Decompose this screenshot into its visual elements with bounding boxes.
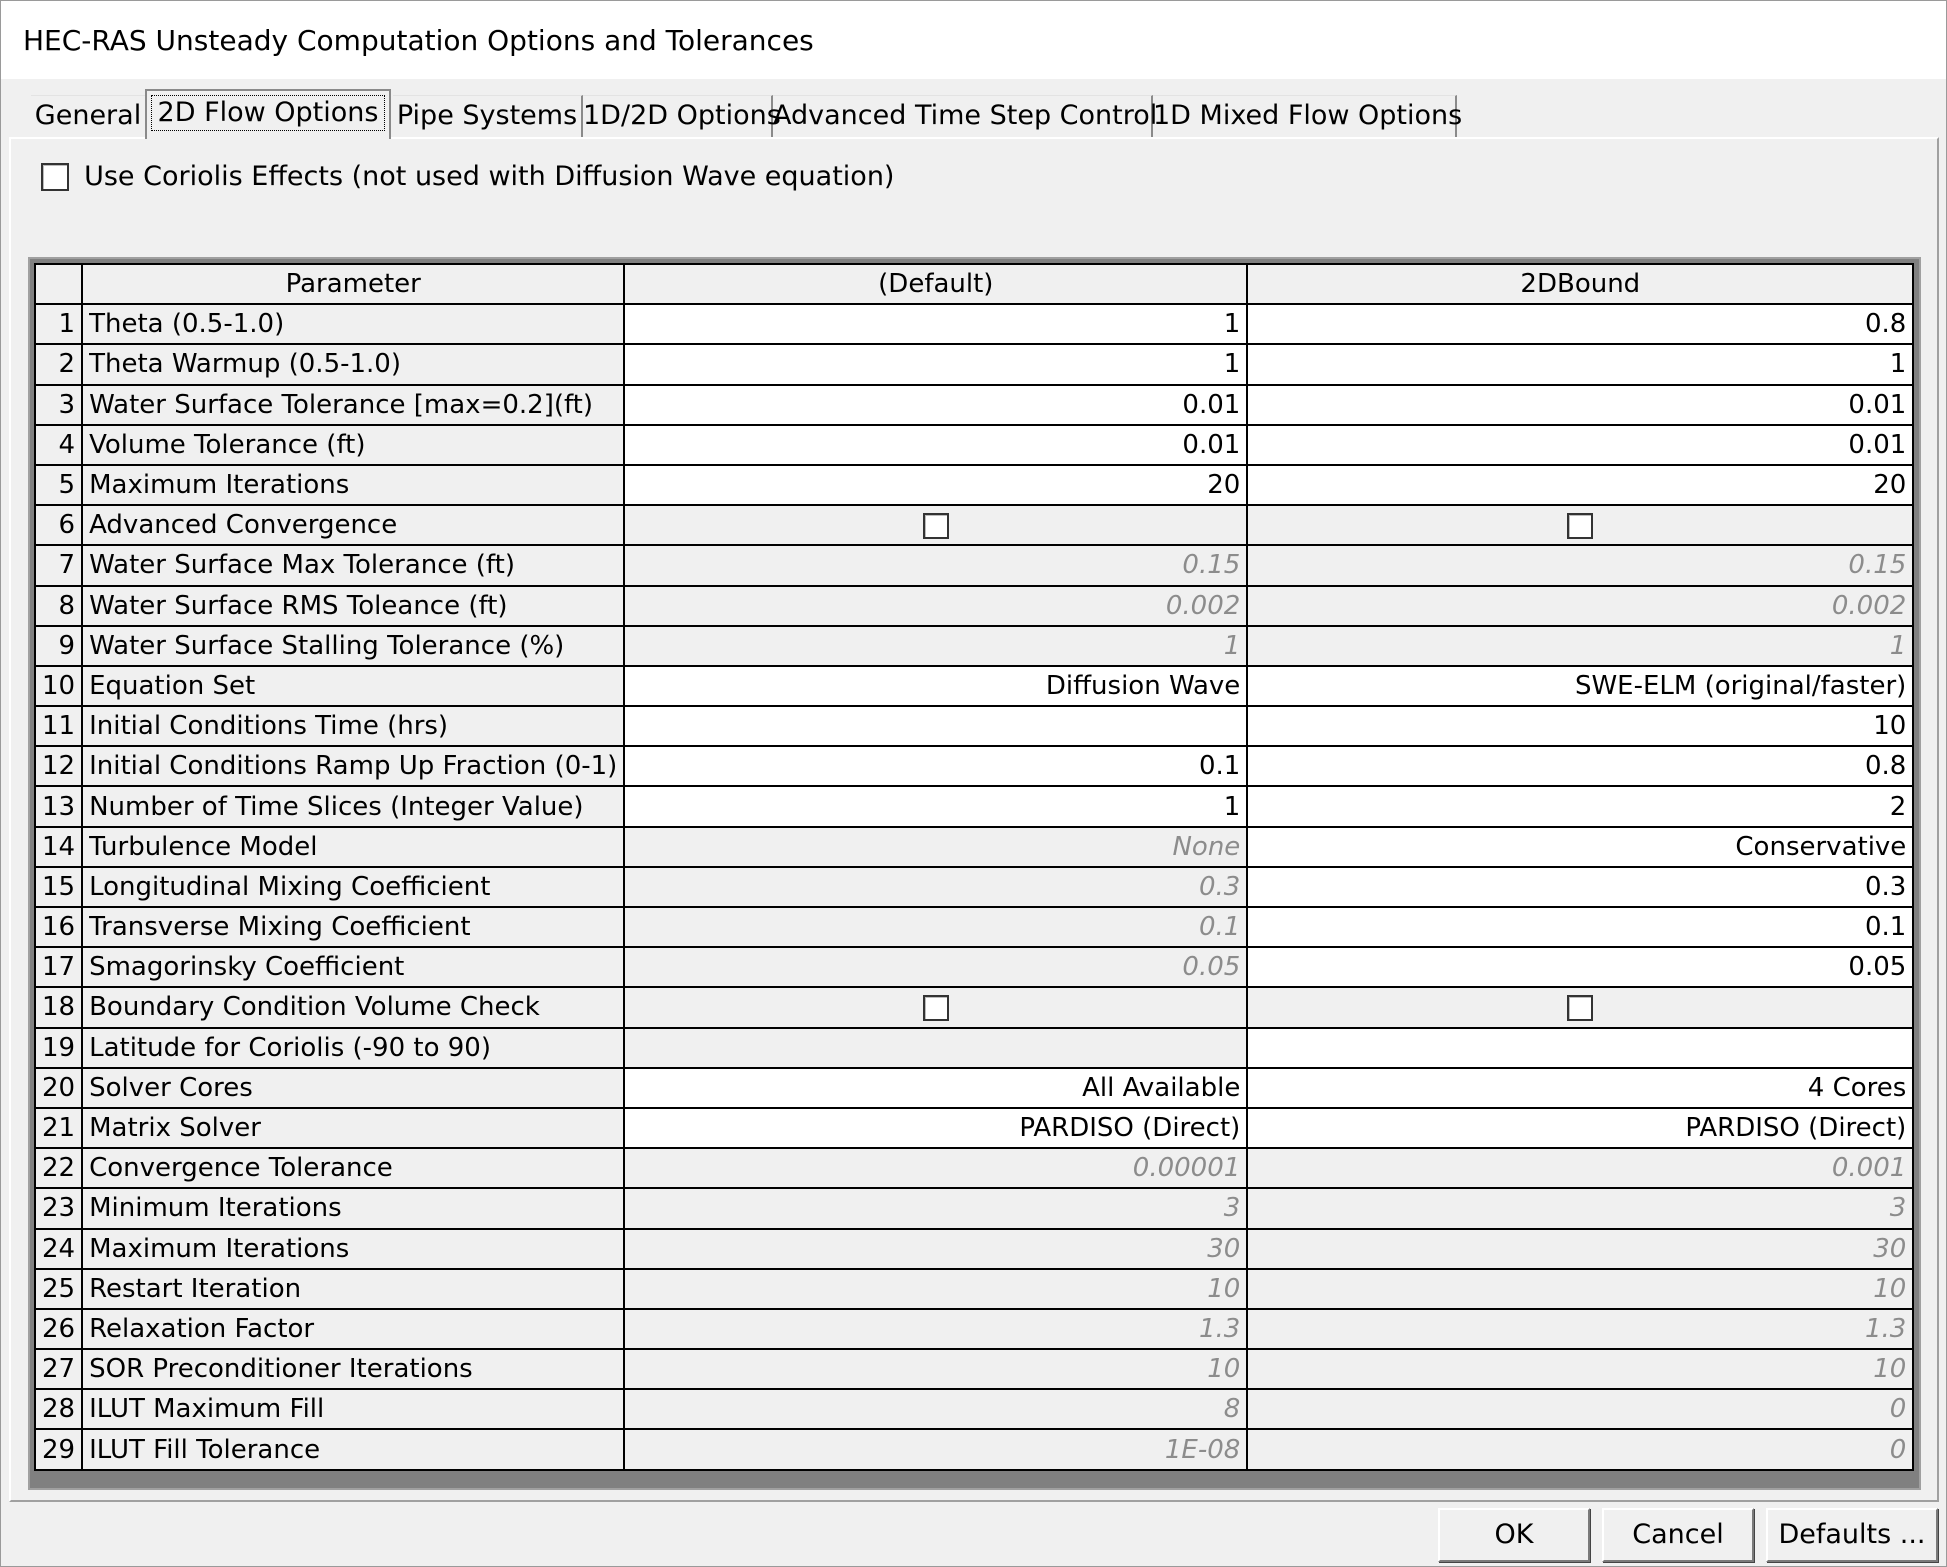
default-value-cell[interactable]: Diffusion Wave (624, 666, 1247, 706)
2dbound-value-checkbox[interactable] (1567, 513, 1593, 539)
default-value-cell: 0.15 (624, 545, 1247, 585)
2dbound-value-cell[interactable]: 20 (1247, 465, 1913, 505)
defaults-button[interactable]: Defaults ... (1766, 1508, 1938, 1562)
parameter-name-cell: Transverse Mixing Coefficient (82, 907, 624, 947)
table-row (35, 1269, 1913, 1309)
column-header-2dbound[interactable]: 2DBound (1247, 264, 1913, 304)
default-value-cell: 1.3 (624, 1309, 1247, 1349)
row-number[interactable]: 14 (35, 827, 82, 867)
row-number[interactable]: 7 (35, 545, 82, 585)
parameter-name-cell: Turbulence Model (82, 827, 624, 867)
row-number[interactable]: 11 (35, 706, 82, 746)
default-value-cell: 0.1 (624, 907, 1247, 947)
tab-1d-2d-options[interactable]: 1D/2D Options (583, 95, 773, 137)
ok-button[interactable]: OK (1438, 1508, 1590, 1562)
table-row (35, 1229, 1913, 1269)
row-number[interactable]: 17 (35, 947, 82, 987)
default-value-cell: 0.002 (624, 586, 1247, 626)
coriolis-label: Use Coriolis Effects (not used with Diffusion Wave equation) (84, 161, 895, 192)
2dbound-value-cell[interactable]: 0.1 (1247, 907, 1913, 947)
parameter-name-cell: Maximum Iterations (82, 1229, 624, 1269)
row-number[interactable]: 28 (35, 1389, 82, 1429)
row-number[interactable]: 6 (35, 505, 82, 545)
table-row (35, 827, 1913, 867)
default-value-cell: None (624, 827, 1247, 867)
tab-pipe-systems[interactable]: Pipe Systems (393, 95, 583, 137)
tab-advanced-time-step-control[interactable]: Advanced Time Step Control (773, 95, 1153, 137)
row-number[interactable]: 12 (35, 746, 82, 786)
row-number-header (35, 264, 82, 304)
default-value-cell: 3 (624, 1188, 1247, 1228)
default-value-cell: 10 (624, 1269, 1247, 1309)
row-number[interactable]: 21 (35, 1108, 82, 1148)
2dbound-value-checkbox[interactable] (1567, 995, 1593, 1021)
row-number[interactable]: 18 (35, 987, 82, 1027)
default-value-cell: 30 (624, 1229, 1247, 1269)
2dbound-value-cell[interactable]: 0.01 (1247, 385, 1913, 425)
parameter-name-cell: Water Surface Stalling Tolerance (%) (82, 626, 624, 666)
row-number[interactable]: 9 (35, 626, 82, 666)
2dbound-value-cell: 1.3 (1247, 1309, 1913, 1349)
parameter-name-cell: Water Surface RMS Toleance (ft) (82, 586, 624, 626)
table-header-row (35, 264, 1913, 304)
table-row (35, 1429, 1913, 1469)
2dbound-value-cell: 0 (1247, 1389, 1913, 1429)
row-number[interactable]: 8 (35, 586, 82, 626)
table-row (35, 1028, 1913, 1068)
2dbound-value-cell[interactable]: SWE-ELM (original/faster) (1247, 666, 1913, 706)
column-header-parameter[interactable]: Parameter (82, 264, 624, 304)
cancel-button[interactable]: Cancel (1602, 1508, 1754, 1562)
default-value-cell: 0.00001 (624, 1148, 1247, 1188)
table-row (35, 626, 1913, 666)
2dbound-value-cell[interactable]: Conservative (1247, 827, 1913, 867)
default-value-cell[interactable]: 1 (624, 344, 1247, 384)
parameter-name-cell: Solver Cores (82, 1068, 624, 1108)
coriolis-checkbox[interactable] (41, 163, 69, 191)
2dbound-value-cell[interactable] (1247, 1028, 1913, 1068)
table-body (35, 304, 1913, 1469)
row-number[interactable]: 4 (35, 425, 82, 465)
row-number[interactable]: 2 (35, 344, 82, 384)
parameter-name-cell: Number of Time Slices (Integer Value) (82, 786, 624, 826)
default-value-cell[interactable]: 0.1 (624, 746, 1247, 786)
parameter-name-cell: Relaxation Factor (82, 1309, 624, 1349)
2dbound-value-cell: 10 (1247, 1349, 1913, 1389)
parameter-name-cell: Boundary Condition Volume Check (82, 987, 624, 1027)
2dbound-value-cell (1247, 987, 1913, 1027)
column-header-default[interactable]: (Default) (624, 264, 1247, 304)
parameter-name-cell: Restart Iteration (82, 1269, 624, 1309)
parameter-name-cell: Maximum Iterations (82, 465, 624, 505)
2dbound-value-cell[interactable]: 2 (1247, 786, 1913, 826)
2dbound-value-cell: 0.15 (1247, 545, 1913, 585)
table-row (35, 1148, 1913, 1188)
parameter-grid[interactable] (28, 257, 1921, 1490)
row-number[interactable]: 23 (35, 1188, 82, 1228)
parameter-name-cell: Initial Conditions Time (hrs) (82, 706, 624, 746)
table-row (35, 425, 1913, 465)
row-number[interactable]: 29 (35, 1429, 82, 1469)
row-number[interactable]: 5 (35, 465, 82, 505)
2dbound-value-cell (1247, 505, 1913, 545)
row-number[interactable]: 10 (35, 666, 82, 706)
default-value-cell (624, 1028, 1247, 1068)
parameter-name-cell: ILUT Fill Tolerance (82, 1429, 624, 1469)
row-number[interactable]: 22 (35, 1148, 82, 1188)
default-value-checkbox[interactable] (923, 995, 949, 1021)
row-number[interactable]: 16 (35, 907, 82, 947)
default-value-cell[interactable] (624, 706, 1247, 746)
2dbound-value-cell: 0.001 (1247, 1148, 1913, 1188)
row-number[interactable]: 26 (35, 1309, 82, 1349)
table-row (35, 907, 1913, 947)
table-row (35, 545, 1913, 585)
parameter-name-cell: Equation Set (82, 666, 624, 706)
default-value-cell[interactable]: PARDISO (Direct) (624, 1108, 1247, 1148)
2dbound-value-cell[interactable]: PARDISO (Direct) (1247, 1108, 1913, 1148)
parameter-name-cell: SOR Preconditioner Iterations (82, 1349, 624, 1389)
2dbound-value-cell[interactable]: 1 (1247, 344, 1913, 384)
parameter-name-cell: Theta Warmup (0.5-1.0) (82, 344, 624, 384)
parameter-name-cell: Longitudinal Mixing Coefficient (82, 867, 624, 907)
table-row (35, 344, 1913, 384)
2dbound-value-cell[interactable]: 10 (1247, 706, 1913, 746)
default-value-cell: 0.3 (624, 867, 1247, 907)
tab-1d-mixed-flow-options[interactable]: 1D Mixed Flow Options (1153, 95, 1457, 137)
2dbound-value-cell[interactable]: 0.01 (1247, 425, 1913, 465)
2dbound-value-cell: 1 (1247, 626, 1913, 666)
default-value-cell (624, 505, 1247, 545)
2dbound-value-cell: 0.002 (1247, 586, 1913, 626)
tab-2d-flow-options-label: 2D Flow Options (151, 95, 386, 131)
parameter-name-cell: Convergence Tolerance (82, 1148, 624, 1188)
table-row (35, 867, 1913, 907)
tab-panel-2d-flow-options (9, 137, 1939, 1502)
title-bar (1, 1, 1946, 79)
row-number[interactable]: 20 (35, 1068, 82, 1108)
parameter-name-cell: ILUT Maximum Fill (82, 1389, 624, 1429)
table-row (35, 1309, 1913, 1349)
table-row (35, 465, 1913, 505)
default-value-checkbox[interactable] (923, 513, 949, 539)
table-row (35, 947, 1913, 987)
parameter-name-cell: Smagorinsky Coefficient (82, 947, 624, 987)
row-number[interactable]: 15 (35, 867, 82, 907)
table-row (35, 385, 1913, 425)
2dbound-value-cell[interactable]: 0.8 (1247, 746, 1913, 786)
row-number[interactable]: 24 (35, 1229, 82, 1269)
table-row (35, 706, 1913, 746)
parameter-name-cell: Water Surface Max Tolerance (ft) (82, 545, 624, 585)
table-row (35, 1188, 1913, 1228)
table-row (35, 786, 1913, 826)
table-row (35, 304, 1913, 344)
table-row (35, 666, 1913, 706)
default-value-cell: 1 (624, 626, 1247, 666)
2dbound-value-cell[interactable]: 0.05 (1247, 947, 1913, 987)
2dbound-value-cell: 10 (1247, 1269, 1913, 1309)
2dbound-value-cell: 30 (1247, 1229, 1913, 1269)
table-row (35, 1349, 1913, 1389)
tab-2d-flow-options[interactable] (145, 89, 391, 139)
table-row (35, 505, 1913, 545)
parameter-table (34, 263, 1914, 1471)
2dbound-value-cell: 0 (1247, 1429, 1913, 1469)
row-number[interactable]: 19 (35, 1028, 82, 1068)
default-value-cell: 10 (624, 1349, 1247, 1389)
parameter-name-cell: Volume Tolerance (ft) (82, 425, 624, 465)
default-value-cell[interactable]: 0.01 (624, 385, 1247, 425)
coriolis-option[interactable] (41, 159, 894, 195)
default-value-cell: 0.05 (624, 947, 1247, 987)
default-value-cell[interactable]: 0.01 (624, 425, 1247, 465)
tab-strip (17, 89, 1937, 137)
default-value-cell[interactable]: 1 (624, 304, 1247, 344)
2dbound-value-cell[interactable]: 0.3 (1247, 867, 1913, 907)
table-row (35, 1389, 1913, 1429)
parameter-name-cell: Matrix Solver (82, 1108, 624, 1148)
default-value-cell[interactable]: All Available (624, 1068, 1247, 1108)
2dbound-value-cell[interactable]: 0.8 (1247, 304, 1913, 344)
default-value-cell[interactable]: 20 (624, 465, 1247, 505)
button-bar (1, 1508, 1947, 1564)
table-row (35, 586, 1913, 626)
row-number[interactable]: 25 (35, 1269, 82, 1309)
row-number[interactable]: 1 (35, 304, 82, 344)
parameter-name-cell: Minimum Iterations (82, 1188, 624, 1228)
default-value-cell[interactable]: 1 (624, 786, 1247, 826)
default-value-cell: 1E-08 (624, 1429, 1247, 1469)
parameter-name-cell: Initial Conditions Ramp Up Fraction (0-1) (82, 746, 624, 786)
tab-general[interactable]: General (31, 95, 147, 137)
table-row (35, 746, 1913, 786)
table-row (35, 1068, 1913, 1108)
parameter-name-cell: Latitude for Coriolis (-90 to 90) (82, 1028, 624, 1068)
parameter-name-cell: Water Surface Tolerance [max=0.2](ft) (82, 385, 624, 425)
row-number[interactable]: 27 (35, 1349, 82, 1389)
default-value-cell: 8 (624, 1389, 1247, 1429)
row-number[interactable]: 3 (35, 385, 82, 425)
row-number[interactable]: 13 (35, 786, 82, 826)
parameter-name-cell: Theta (0.5-1.0) (82, 304, 624, 344)
table-row (35, 1108, 1913, 1148)
parameter-name-cell: Advanced Convergence (82, 505, 624, 545)
window-title: HEC-RAS Unsteady Computation Options and Tolerances (23, 24, 814, 57)
2dbound-value-cell[interactable]: 4 Cores (1247, 1068, 1913, 1108)
default-value-cell (624, 987, 1247, 1027)
2dbound-value-cell: 3 (1247, 1188, 1913, 1228)
table-row (35, 987, 1913, 1027)
